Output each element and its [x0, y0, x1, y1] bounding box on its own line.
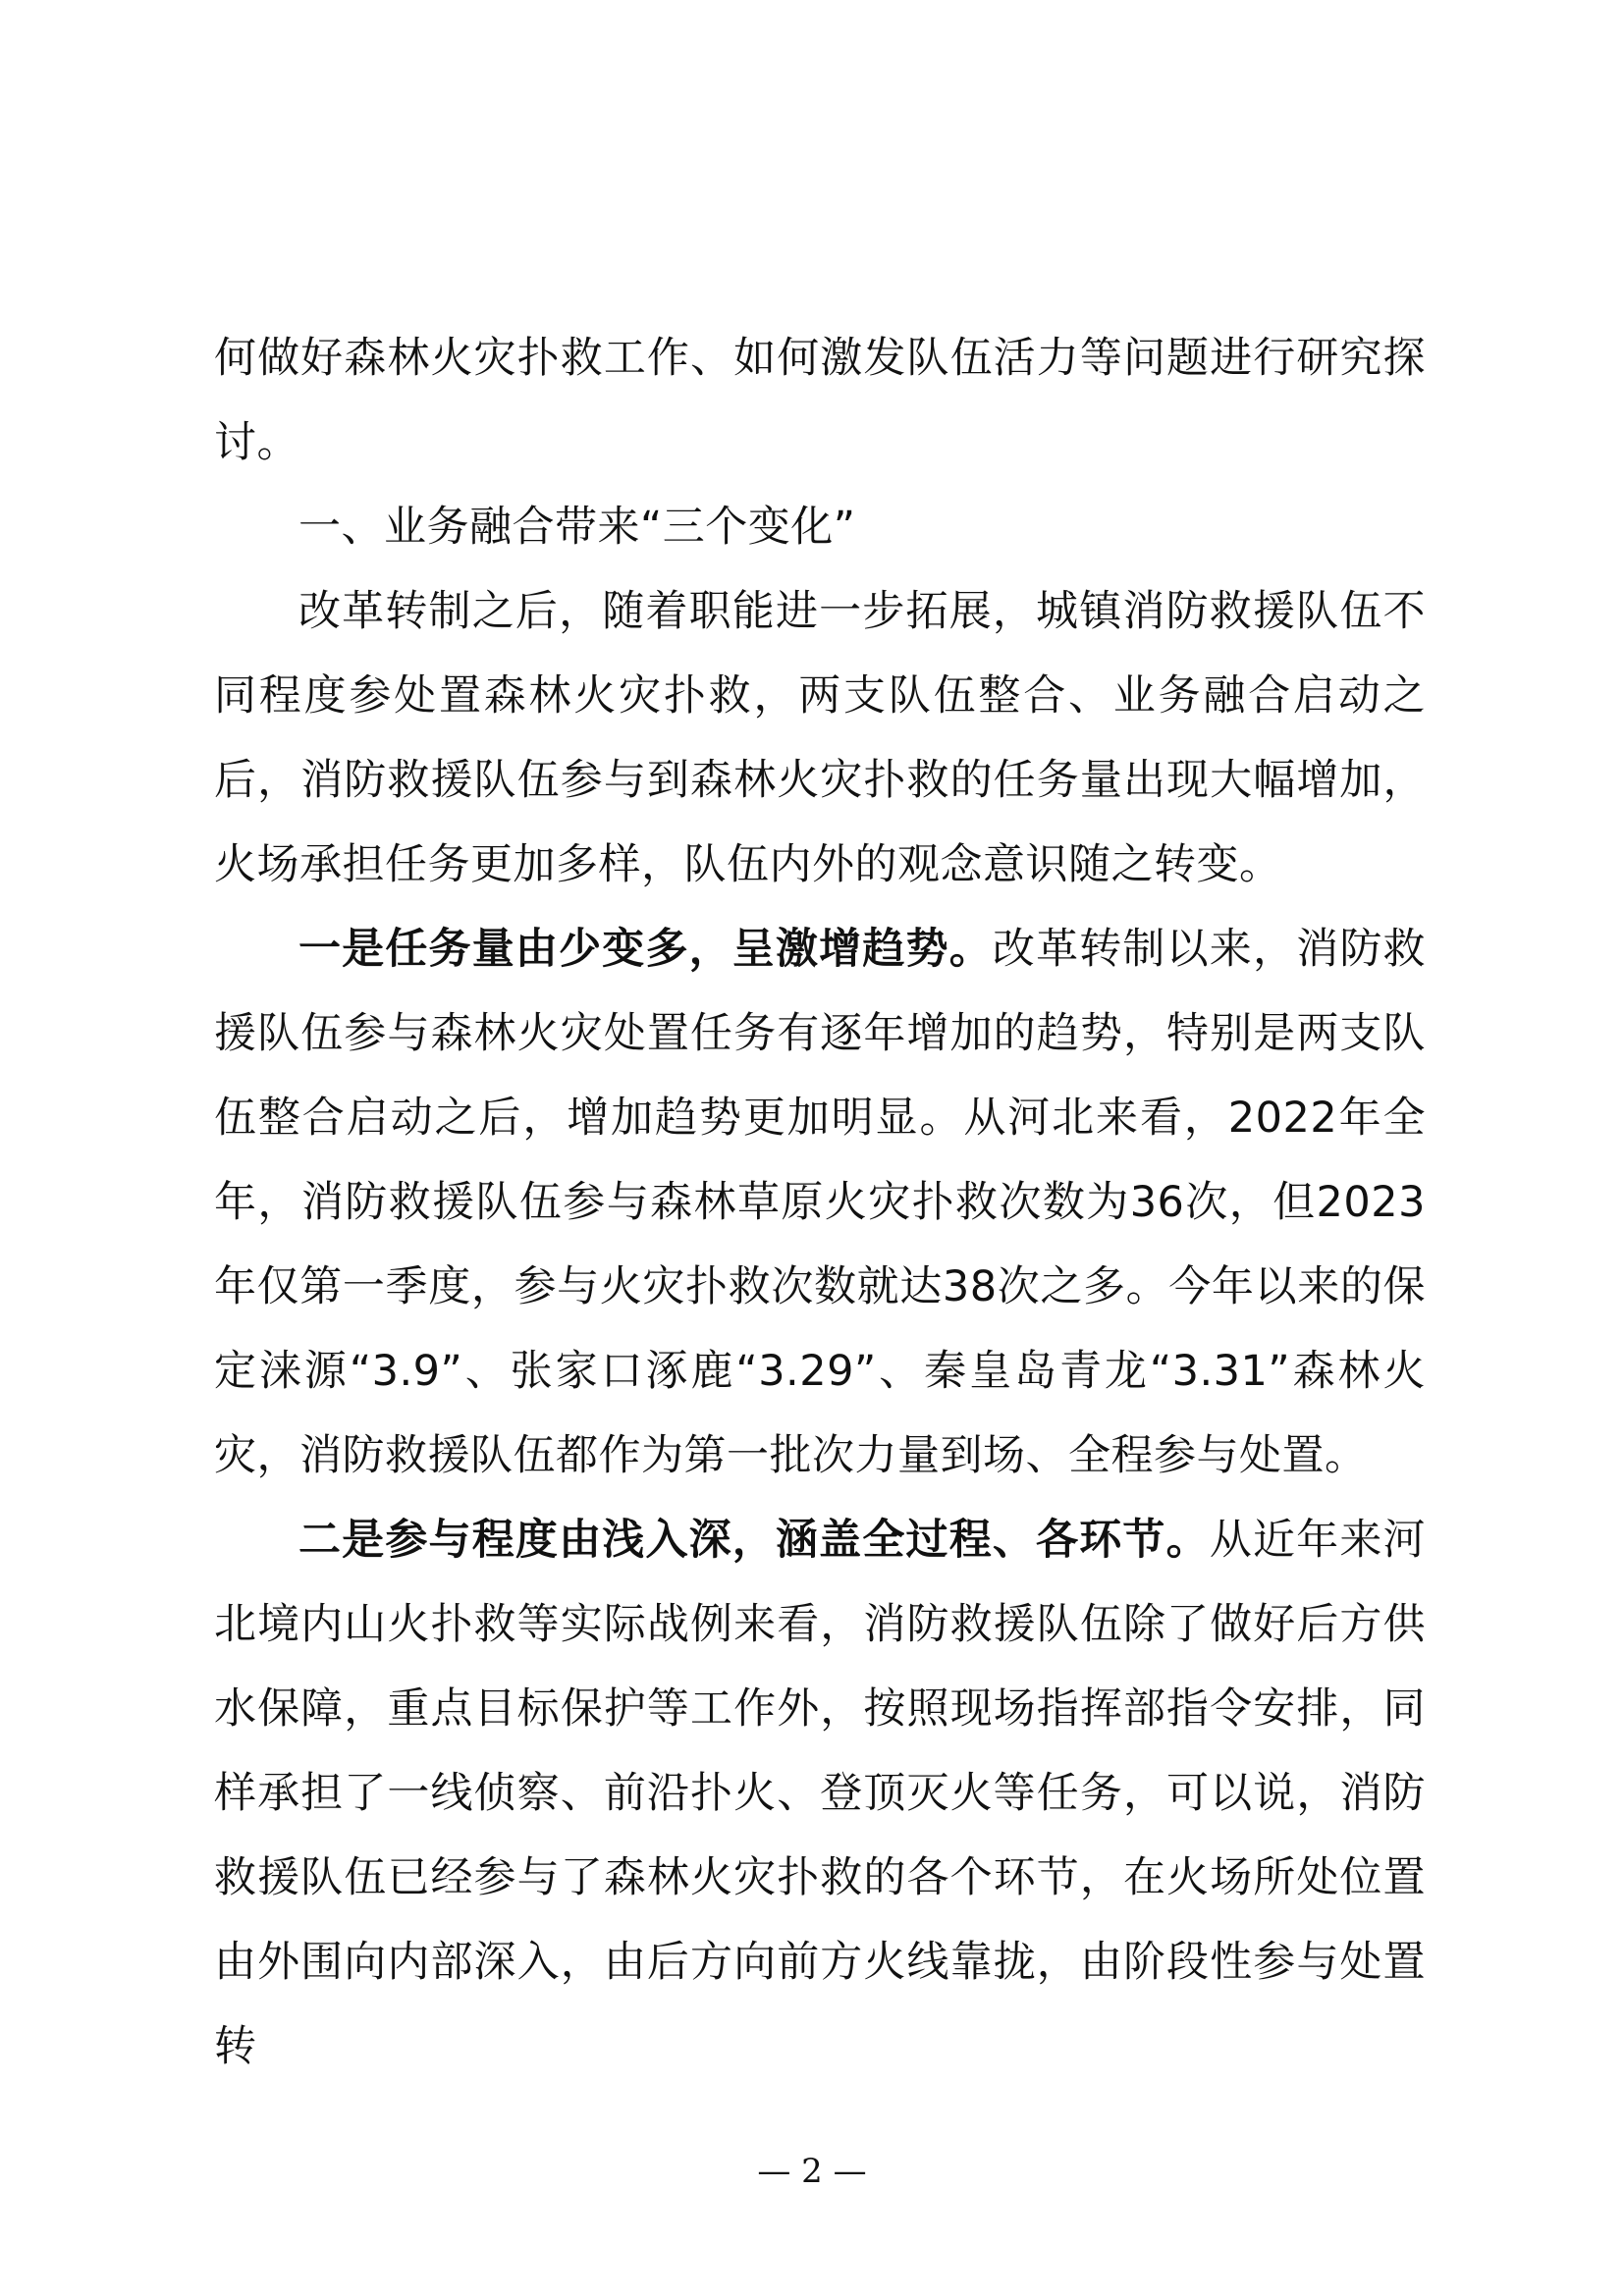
point-one-paragraph [214, 907, 1426, 1498]
point-one-lead: 一是任务量由少变多，呈激增趋势。 [298, 925, 993, 974]
point-one-text: 改革转制以来，消防救援队伍参与森林火灾处置任务有逐年增加的趋势，特别是两支队伍整合启动之后，增加趋势更加明显。从河北来看，2022年全年，消防救援队伍参与森林草原火灾扑救次数为36次，但2023年仅第一季度，参与火灾扑救次数就达38次之多。今年以来的保定涞源“3.9”、张家口涿鹿“3.29”、秦皇岛青龙“3.31”森林火灾，消防救援队伍都作为第一批次力量到场、全程参与处置。 [214, 925, 1427, 1480]
page-number: — 2 — [757, 2152, 867, 2191]
section-heading: 一、业务融合带来“三个变化” [298, 503, 856, 552]
point-two-text: 从近年来河北境内山火扑救等实际战例来看，消防救援队伍除了做好后方供水保障，重点目标保护等工作外，按照现场指挥部指令安排，同样承担了一线侦察、前沿扑火、登顶灭火等任务，可以说，消防救援队伍已经参与了森林火灾扑救的各个环节，在火场所处位置由外围向内部深入，由后方向前方火线靠拢，由阶段性参与处置转 [214, 1516, 1427, 2071]
point-two-paragraph [214, 1498, 1426, 2089]
document-body [214, 316, 1426, 2089]
continuation-paragraph: 何做好森林火灾扑救工作、如何激发队伍活力等问题进行研究探讨。 [214, 334, 1426, 467]
intro-paragraph: 改革转制之后，随着职能进一步拓展，城镇消防救援队伍不同程度参处置森林火灾扑救，两支队伍整合、业务融合启动之后，消防救援队伍参与到森林火灾扑救的任务量出现大幅增加，火场承担任务更加多样，队伍内外的观念意识随之转变。 [214, 587, 1426, 889]
point-two-lead: 二是参与程度由浅入深，涵盖全过程、各环节。 [298, 1516, 1210, 1565]
